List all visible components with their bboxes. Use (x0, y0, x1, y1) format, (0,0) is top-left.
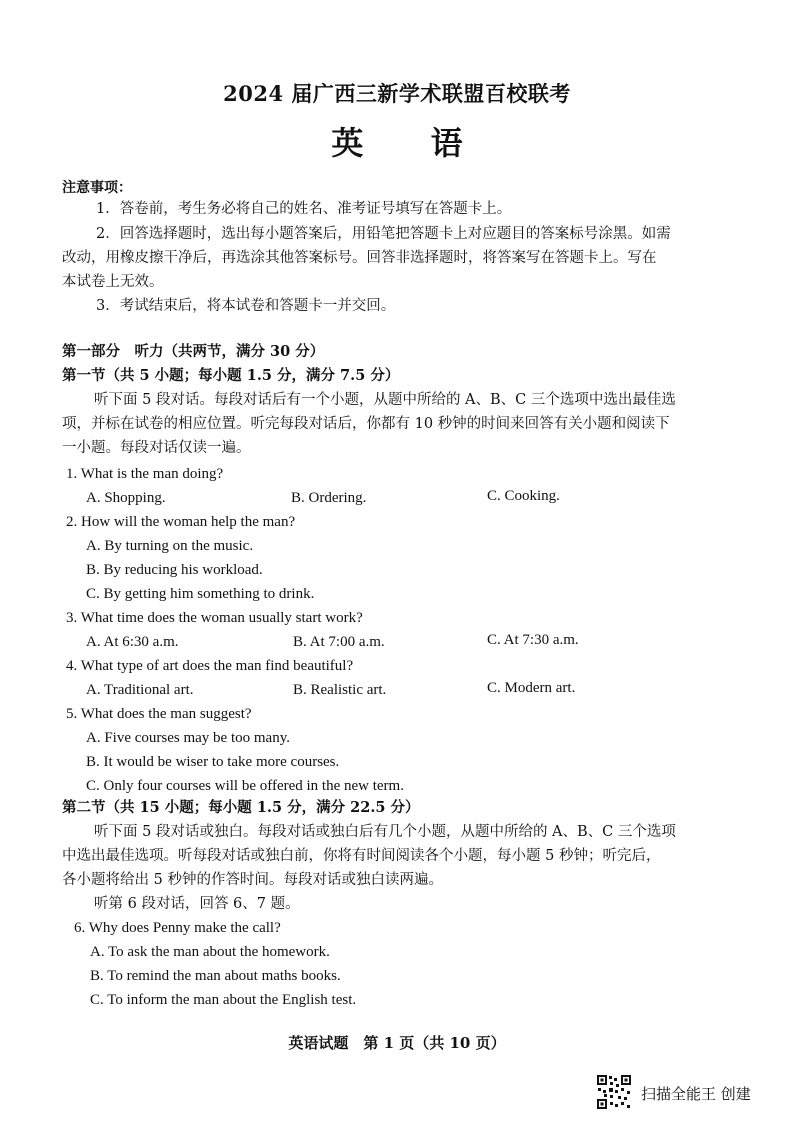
question-4-option-a: A. Traditional art. (86, 682, 194, 698)
part1-heading: 第一部分 听力（共两节，满分 30 分） (62, 343, 325, 360)
section1-heading: 第一节（共 5 小题；每小题 1.5 分，满分 7.5 分） (62, 367, 400, 384)
question-2-option-b: B. By reducing his workload. (86, 562, 263, 578)
section1-instructions-line-1: 听下面 5 段对话。每段对话后有一个小题，从题中所给的 A、B、C 三个选项中选出最佳选 (94, 392, 676, 408)
question-6-option-a: A. To ask the man about the homework. (90, 944, 330, 960)
question-6-option-b: B. To remind the man about maths books. (90, 968, 341, 984)
section2-instructions-line-3: 各小题将给出 5 秒钟的作答时间。每段对话或独白读两遍。 (62, 872, 443, 888)
question-4-option-b: B. Realistic art. (293, 682, 387, 698)
scanner-watermark: 扫描全能王 创建 (641, 1085, 751, 1103)
notice-item-3: 3．考试结束后，将本试卷和答题卡一并交回。 (96, 298, 396, 314)
question-3-stem: 3. What time does the woman usually start work? (66, 610, 363, 626)
question-5-option-c: C. Only four courses will be offered in the new term. (86, 778, 404, 794)
question-6-stem: 6. Why does Penny make the call? (74, 920, 281, 936)
qr-code-icon (596, 1074, 632, 1110)
question-4-stem: 4. What type of art does the man find beautiful? (66, 658, 354, 674)
question-1-option-a: A. Shopping. (86, 490, 166, 506)
section1-instructions-line-3: 一小题。每段对话仅读一遍。 (62, 440, 251, 456)
question-6-option-c: C. To inform the man about the English test. (90, 992, 357, 1008)
question-5-stem: 5. What does the man suggest? (66, 706, 252, 722)
question-1-stem: 1. What is the man doing? (66, 466, 224, 482)
question-2-option-c: C. By getting him something to drink. (86, 586, 315, 602)
section2-instructions-line-2: 中选出最佳选项。听每段对话或独白前，你将有时间阅读各个小题，每小题 5 秒钟；听完后， (62, 848, 661, 864)
subject-title: 英 语 (331, 124, 491, 162)
question-3-option-b: B. At 7:00 a.m. (293, 634, 385, 650)
question-1-option-b: B. Ordering. (291, 490, 367, 506)
notice-item-2-line-1: 2．回答选择题时，选出每小题答案后，用铅笔把答题卡上对应题目的答案标号涂黑。如需 (96, 226, 671, 242)
question-4-option-c: C. Modern art. (487, 680, 576, 696)
section1-instructions-line-2: 项，并标在试卷的相应位置。听完每段对话后，你都有 10 秒钟的时间来回答有关小题和阅读下 (62, 416, 670, 432)
question-2-option-a: A. By turning on the music. (86, 538, 254, 554)
question-3-option-c: C. At 7:30 a.m. (487, 632, 579, 648)
page-number-footer: 英语试题 第 1 页（共 10 页） (288, 1034, 506, 1052)
section2-heading: 第二节（共 15 小题；每小题 1.5 分，满分 22.5 分） (62, 799, 420, 816)
question-1-option-c: C. Cooking. (487, 488, 560, 504)
question-5-option-b: B. It would be wiser to take more courses. (86, 754, 340, 770)
notice-item-2-line-2: 改动，用橡皮擦干净后，再选涂其他答案标号。回答非选择题时，将答案写在答题卡上。写在 (62, 250, 657, 266)
section2-instructions-line-1: 听下面 5 段对话或独白。每段对话或独白后有几个小题，从题中所给的 A、B、C 三个选项 (94, 824, 676, 840)
exam-title: 2024 届广西三新学术联盟百校联考 (223, 81, 571, 106)
question-5-option-a: A. Five courses may be too many. (86, 730, 290, 746)
dialog-6-instruction: 听第 6 段对话，回答 6、7 题。 (94, 896, 300, 912)
question-2-stem: 2. How will the woman help the man? (66, 514, 296, 530)
notice-item-2-line-3: 本试卷上无效。 (62, 274, 164, 290)
notice-heading: 注意事项： (62, 180, 132, 196)
notice-item-1: 1．答卷前，考生务必将自己的姓名、准考证号填写在答题卡上。 (96, 201, 512, 217)
question-3-option-a: A. At 6:30 a.m. (86, 634, 179, 650)
